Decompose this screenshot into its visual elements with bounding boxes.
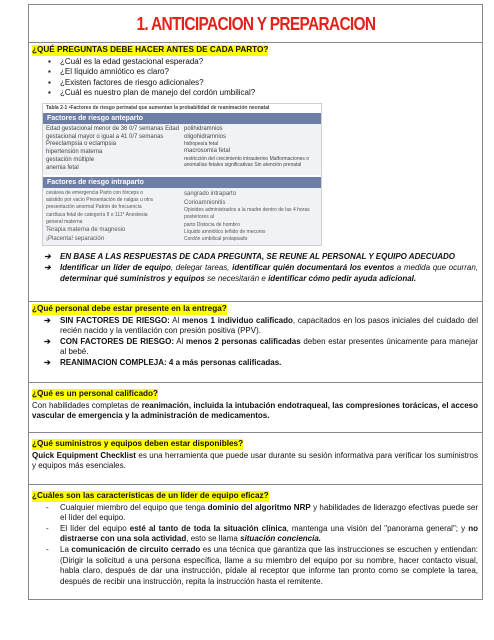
text-run: deben estar presentes únicamente para manejar al bebé. bbox=[60, 336, 478, 357]
emphasis-text: no distraerse con una sola actividad bbox=[60, 523, 478, 544]
list-item bbox=[46, 545, 478, 587]
text-run: a medida que ocurran, bbox=[394, 263, 479, 273]
table-cell: parto Distocia de hombro bbox=[184, 221, 240, 228]
list-item: ▪ ¿Cuál es la edad gestacional esperada? bbox=[48, 57, 478, 68]
table-cell: Cordón umbilical prolapsado bbox=[184, 236, 248, 243]
right-arrow-icon: ➔ bbox=[44, 336, 51, 346]
list-item bbox=[46, 524, 478, 545]
table-column bbox=[46, 190, 180, 244]
list-item: ▪ ¿Cuál es nuestro plan de manejo del cordón umbilical? bbox=[48, 88, 478, 99]
emphasis-text: situación conciencia. bbox=[240, 534, 322, 544]
table-cell: gestación múltiple bbox=[46, 157, 95, 164]
arrow-note bbox=[32, 358, 478, 369]
table-column bbox=[46, 126, 180, 173]
emphasis-text: Identificar un líder de equipo bbox=[60, 263, 171, 273]
text-run: , capacitados en los pasos iniciales del cuidado del recién nacido y la ventilación con presión positiva (PPV). bbox=[60, 315, 478, 336]
right-arrow-icon: ➔ bbox=[44, 358, 51, 368]
page-title: 1. ANTICIPACION Y PREPARACION bbox=[136, 14, 375, 34]
table-header-anteparto: Factores de riesgo anteparto bbox=[43, 113, 321, 124]
text-run: La bbox=[60, 545, 72, 555]
text-run: Al bbox=[174, 336, 186, 346]
section-text bbox=[32, 451, 478, 472]
table-cell: Edad gestacional menor de 36 0/7 semanas Edad bbox=[46, 125, 180, 132]
section-question: ¿Cuáles son las características de un líder de equipo eficaz? bbox=[32, 491, 269, 500]
table-cell: cesárea de emergencia Parto con fórceps o bbox=[46, 189, 143, 196]
section-text bbox=[32, 401, 478, 422]
text-run: Cualquier miembro del equipo que tenga bbox=[60, 502, 208, 512]
list-item: ▪ ¿Existen factores de riesgo adicionales? bbox=[48, 78, 478, 89]
table-cell: ¡Placenta! separación bbox=[46, 235, 105, 242]
risk-factors-table bbox=[42, 103, 322, 246]
table-cell: hipertensión materna bbox=[46, 149, 103, 156]
arrow-note bbox=[32, 337, 478, 358]
table-column bbox=[180, 190, 318, 244]
question-list bbox=[48, 57, 478, 99]
emphasis-text: CON FACTORES DE RIESGO: bbox=[60, 336, 175, 346]
text-run: y habilidades de liderazgo efectivas puede ser el líder del equipo. bbox=[60, 502, 479, 523]
emphasis-text: Quick Equipment Checklist bbox=[32, 450, 136, 460]
text-run: Al bbox=[169, 315, 182, 325]
page-title-box bbox=[28, 4, 483, 43]
section-qualified bbox=[28, 383, 483, 433]
table-cell: Corioamnionitis bbox=[184, 199, 226, 206]
section-question: ¿QUÉ PREGUNTAS DEBE HACER ANTES DE CADA PARTO? bbox=[32, 45, 269, 54]
emphasis-text: menos 2 personas calificadas bbox=[186, 336, 301, 346]
section-question: ¿Qué personal debe estar presente en la entrega? bbox=[32, 304, 227, 313]
arrow-note bbox=[32, 252, 478, 263]
table-cell: general materna bbox=[46, 218, 83, 225]
text-run: es una herramienta que puede usar durante su sesión informativa para verificar los suministros y equipos más esenciales. bbox=[32, 450, 478, 471]
section-leader bbox=[28, 485, 483, 600]
emphasis-text: identificar quién documentará los eventos bbox=[232, 263, 395, 273]
emphasis-text: SIN FACTORES DE RIESGO: bbox=[60, 315, 170, 325]
emphasis-text: reanimación, incluida la intubación endotraqueal, las compresiones torácicas, el acceso vascular de emergencia y la administración de medicamentos. bbox=[32, 400, 478, 421]
right-arrow-icon: ➔ bbox=[44, 263, 51, 273]
section-personnel bbox=[28, 302, 483, 383]
table-cell: anemia fetal bbox=[46, 164, 79, 171]
right-arrow-icon: ➔ bbox=[44, 315, 51, 325]
table-cell: oligohidramnios bbox=[184, 133, 227, 140]
section-question: ¿Qué suministros y equipos deben estar disponibles? bbox=[32, 439, 244, 448]
table-cell: Opioides administrados a la madre dentro de las 4 horas posteriores al bbox=[184, 207, 310, 221]
emphasis-text: dominio del algoritmo NRP bbox=[207, 502, 311, 512]
emphasis-text: comunicación de circuito cerrado bbox=[71, 545, 201, 555]
table-cell: hidropesía fetal bbox=[184, 141, 219, 148]
text-run: , delegar tareas, bbox=[170, 263, 233, 273]
table-cell: Preeclampsia o eclampsia bbox=[46, 141, 117, 148]
text-run: , mantenga una visión del "panorama general"; y bbox=[286, 523, 469, 533]
section-equipment bbox=[28, 433, 483, 485]
table-caption: Tabla 2-1 •Factores de riesgo perinatal que aumentan la probabilidad de reanimación neonatal bbox=[46, 105, 270, 112]
table-cell: cardíaca fetal de categoría II o 111* Anestesia bbox=[46, 211, 148, 218]
table-cell: macrosomía fetal bbox=[184, 147, 231, 154]
table-cell: anomalías fetales significativas Sin atención prenatal bbox=[184, 162, 302, 169]
table-cell: sangrado intraparto bbox=[184, 190, 237, 197]
text-run: se necesitarán e bbox=[204, 273, 269, 283]
section-questions bbox=[28, 43, 483, 302]
text-run: es una técnica que garantiza que las instrucciones se escuchen y entiendan: (Dirigir la solicitud a una persona específica, llame a su miembro del equipo por su nombre, hacer contacto visual, habla claro, después de dar una instrucción, pídale al receptor que informe tan pronto como se complete la tarea, después de recibir una instrucción, repita la instrucción hasta el remitente. bbox=[60, 545, 478, 586]
text-run: , esto se llama bbox=[186, 534, 241, 544]
table-body-anteparto bbox=[43, 124, 321, 175]
right-arrow-icon: ➔ bbox=[44, 252, 51, 262]
leader-list bbox=[46, 503, 478, 587]
section-question: ¿Qué es un personal calificado? bbox=[32, 389, 159, 398]
table-column bbox=[180, 126, 318, 173]
table-cell: Terapia materna de magnesio bbox=[46, 227, 126, 234]
table-cell: restricción del crecimiento intrauterino Malformaciones o bbox=[184, 155, 310, 162]
emphasis-text: menos 1 individuo calificado bbox=[182, 315, 293, 325]
emphasis-text: determinar qué suministros y equipos bbox=[60, 273, 205, 283]
table-cell: Líquido amniótico teñido de meconio bbox=[184, 228, 266, 235]
text-run: Con habilidades completas de bbox=[32, 400, 142, 410]
table-cell: gestacional mayor o igual a 41 0/7 semanas bbox=[46, 133, 164, 140]
table-cell: polihidramnios bbox=[184, 125, 223, 132]
emphasis-text: REANIMACION COMPLEJA: 4 a más personas calificadas. bbox=[60, 358, 282, 368]
arrow-note-text: EN BASE A LAS RESPUESTAS DE CADA PREGUNTA, SE REUNE AL PERSONAL Y EQUIPO ADECUADO bbox=[60, 252, 456, 262]
table-header-intraparto: Factores de riesgo intraparto bbox=[43, 177, 321, 188]
arrow-note bbox=[32, 263, 478, 284]
table-cell: asistido por vacío Presentación de nalgas u otra bbox=[46, 197, 153, 204]
emphasis-text: identificar cómo pedir ayuda adicional. bbox=[268, 273, 417, 283]
emphasis-text: esté al tanto de toda la situación clínica bbox=[129, 523, 287, 533]
list-item: ▪ ¿El líquido amniótico es claro? bbox=[48, 67, 478, 78]
table-body-intraparto bbox=[43, 188, 321, 246]
text-run: El líder del equipo bbox=[60, 523, 130, 533]
list-item bbox=[46, 503, 478, 524]
arrow-note bbox=[32, 316, 478, 337]
table-cell: presentación anormal Patrón de frecuencia bbox=[46, 204, 142, 211]
